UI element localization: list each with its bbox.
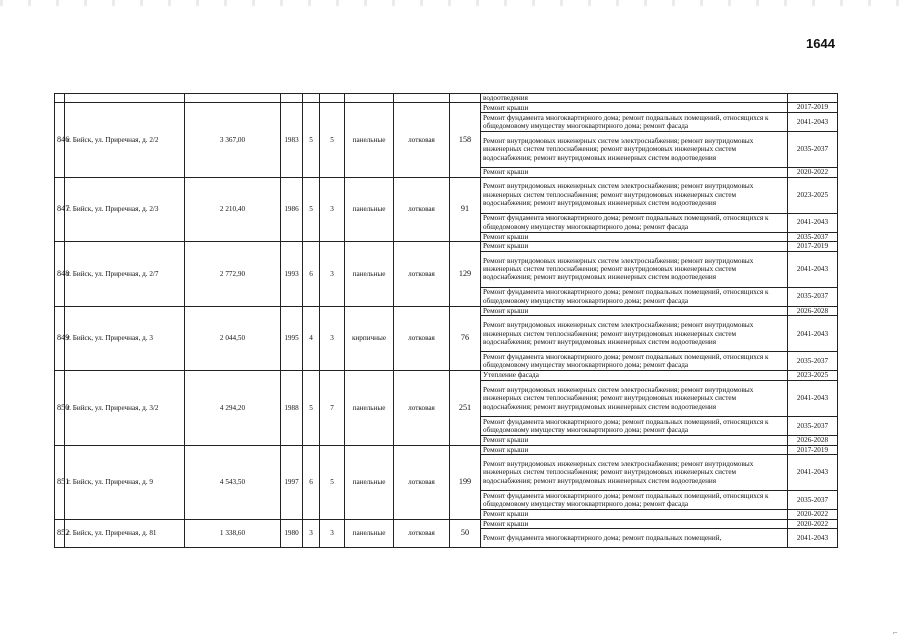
- work-period: 2041-2043: [788, 251, 838, 287]
- entry-wall-material: панельные: [345, 242, 394, 307]
- entry-floors: 3: [303, 519, 320, 548]
- entry-year: 1988: [281, 371, 303, 445]
- entry-number: 851: [55, 445, 65, 519]
- entry-residents: 91: [450, 177, 481, 242]
- work-text: Ремонт внутридомовых инженерных систем электроснабжения; ремонт внутридомовых инженерных систем теплоснабжения; ремонт внутридомовых инженерных систем водоснабжения; ремонт внутридомовых инженерных систем водоотведения: [481, 316, 788, 352]
- table-row: [55, 242, 838, 252]
- entry-address: г. Бийск, ул. Приречная, д. 9: [65, 445, 185, 519]
- work-period: 2017-2019: [788, 242, 838, 252]
- entry-area: 2 044,50: [185, 306, 281, 371]
- entry-roof-type: лотковая: [394, 242, 450, 307]
- entry-area: 4 543,50: [185, 445, 281, 519]
- entry-residents: 129: [450, 242, 481, 307]
- entry-wall-material: панельные: [345, 519, 394, 548]
- work-period: 2035-2037: [788, 232, 838, 242]
- work-period: 2035-2037: [788, 416, 838, 435]
- work-text: Ремонт фундамента многоквартирного дома; ремонт подвальных помещений, относящихся к общедомовому имуществу многоквартирного дома; ремонт фасада: [481, 491, 788, 510]
- work-text: Ремонт крыши: [481, 519, 788, 529]
- entry-address: г. Бийск, ул. Приречная, д. 2/7: [65, 242, 185, 307]
- table-row: [55, 371, 838, 381]
- entry-address: г. Бийск, ул. Приречная, д. 2/3: [65, 177, 185, 242]
- work-text: Ремонт фундамента многоквартирного дома; ремонт подвальных помещений, относящихся к общедомовому имуществу многоквартирного дома; ремонт фасада: [481, 113, 788, 132]
- entry-entrances: 3: [320, 519, 345, 548]
- work-period: 2041-2043: [788, 213, 838, 232]
- work-text: Ремонт фундамента многоквартирного дома; ремонт подвальных помещений,: [481, 529, 788, 548]
- entry-entrances: 3: [320, 242, 345, 307]
- work-period: 2035-2037: [788, 132, 838, 168]
- work-period: 2035-2037: [788, 352, 838, 371]
- work-text: водоотведения: [481, 94, 788, 103]
- entry-number: 846: [55, 103, 65, 177]
- work-text: Ремонт фундамента многоквартирного дома; ремонт подвальных помещений, относящихся к общедомовому имуществу многоквартирного дома; ремонт фасада: [481, 287, 788, 306]
- table-row: [55, 177, 838, 213]
- entry-address: г. Бийск, ул. Приречная, д. 3: [65, 306, 185, 371]
- entry-wall-material: панельные: [345, 445, 394, 519]
- entry-floors: 6: [303, 242, 320, 307]
- work-text: Ремонт крыши: [481, 103, 788, 113]
- work-period: 2041-2043: [788, 529, 838, 548]
- table-row: [55, 306, 838, 316]
- entry-year: 1986: [281, 177, 303, 242]
- entry-wall-material: панельные: [345, 103, 394, 177]
- entry-area: 3 367,00: [185, 103, 281, 177]
- entry-address: г. Бийск, ул. Приречная, д. 3/2: [65, 371, 185, 445]
- entry-residents: 158: [450, 103, 481, 177]
- entry-entrances: 5: [320, 445, 345, 519]
- entry-entrances: 5: [320, 103, 345, 177]
- entry-year: 1983: [281, 103, 303, 177]
- work-period: 2041-2043: [788, 113, 838, 132]
- entry-wall-material: панельные: [345, 371, 394, 445]
- entry-number: 852: [55, 519, 65, 548]
- work-period: 2026-2028: [788, 306, 838, 316]
- work-text: Ремонт внутридомовых инженерных систем электроснабжения; ремонт внутридомовых инженерных систем теплоснабжения; ремонт внутридомовых инженерных систем водоснабжения; ремонт внутридомовых инженерных систем водоотведения: [481, 132, 788, 168]
- table-row: [55, 519, 838, 529]
- entry-address: г. Бийск, ул. Приречная, д. 81: [65, 519, 185, 548]
- table-row: [55, 103, 838, 113]
- entry-floors: 5: [303, 177, 320, 242]
- work-period: 2023-2025: [788, 177, 838, 213]
- work-text: Утепление фасада: [481, 371, 788, 381]
- work-text: Ремонт фундамента многоквартирного дома; ремонт подвальных помещений, относящихся к общедомовому имуществу многоквартирного дома; ремонт фасада: [481, 416, 788, 435]
- entry-entrances: 3: [320, 177, 345, 242]
- entry-residents: 50: [450, 519, 481, 548]
- entry-year: 1993: [281, 242, 303, 307]
- work-period: 2017-2019: [788, 103, 838, 113]
- scan-artifact: [0, 0, 904, 6]
- work-text: Ремонт фундамента многоквартирного дома; ремонт подвальных помещений, относящихся к общедомовому имуществу многоквартирного дома; ремонт фасада: [481, 352, 788, 371]
- work-period: 2020-2022: [788, 168, 838, 178]
- work-text: Ремонт крыши: [481, 510, 788, 520]
- work-text: Ремонт крыши: [481, 435, 788, 445]
- entry-number: 849: [55, 306, 65, 371]
- entry-roof-type: лотковая: [394, 306, 450, 371]
- work-text: Ремонт фундамента многоквартирного дома; ремонт подвальных помещений, относящихся к общедомовому имуществу многоквартирного дома; ремонт фасада: [481, 213, 788, 232]
- table-row: [55, 445, 838, 455]
- work-text: Ремонт крыши: [481, 306, 788, 316]
- work-text: Ремонт крыши: [481, 445, 788, 455]
- work-text: Ремонт внутридомовых инженерных систем электроснабжения; ремонт внутридомовых инженерных систем теплоснабжения; ремонт внутридомовых инженерных систем водоснабжения; ремонт внутридомовых инженерных систем водоотведения: [481, 251, 788, 287]
- work-text: Ремонт крыши: [481, 232, 788, 242]
- entry-number: 848: [55, 242, 65, 307]
- work-text: Ремонт внутридомовых инженерных систем электроснабжения; ремонт внутридомовых инженерных систем теплоснабжения; ремонт внутридомовых инженерных систем водоснабжения; ремонт внутридомовых инженерных систем водоотведения: [481, 177, 788, 213]
- corner-mark: ⌐: [893, 628, 898, 637]
- entry-floors: 6: [303, 445, 320, 519]
- entry-entrances: 3: [320, 306, 345, 371]
- entry-roof-type: лотковая: [394, 371, 450, 445]
- work-period: 2041-2043: [788, 380, 838, 416]
- entry-roof-type: лотковая: [394, 519, 450, 548]
- entry-area: 1 338,60: [185, 519, 281, 548]
- work-period: 2023-2025: [788, 371, 838, 381]
- repair-schedule-table: [54, 93, 837, 548]
- entry-floors: 5: [303, 371, 320, 445]
- work-text: Ремонт внутридомовых инженерных систем электроснабжения; ремонт внутридомовых инженерных систем теплоснабжения; ремонт внутридомовых инженерных систем водоснабжения; ремонт внутридомовых инженерных систем водоотведения: [481, 380, 788, 416]
- work-period: 2026-2028: [788, 435, 838, 445]
- page-number: 1644: [806, 36, 835, 51]
- entry-entrances: 7: [320, 371, 345, 445]
- work-period: 2041-2043: [788, 316, 838, 352]
- entry-wall-material: панельные: [345, 177, 394, 242]
- entry-floors: 5: [303, 103, 320, 177]
- entry-residents: 76: [450, 306, 481, 371]
- entry-year: 1995: [281, 306, 303, 371]
- entry-roof-type: лотковая: [394, 103, 450, 177]
- work-period: 2017-2019: [788, 445, 838, 455]
- entry-number: 847: [55, 177, 65, 242]
- entry-year: 1997: [281, 445, 303, 519]
- work-period: 2035-2037: [788, 287, 838, 306]
- work-period: 2035-2037: [788, 491, 838, 510]
- entry-area: 2 210,40: [185, 177, 281, 242]
- entry-residents: 199: [450, 445, 481, 519]
- work-text: Ремонт крыши: [481, 168, 788, 178]
- entry-roof-type: лотковая: [394, 445, 450, 519]
- entry-floors: 4: [303, 306, 320, 371]
- work-text: Ремонт крыши: [481, 242, 788, 252]
- entry-number: 850: [55, 371, 65, 445]
- entry-area: 2 772,90: [185, 242, 281, 307]
- work-period: 2020-2022: [788, 510, 838, 520]
- table-row-continued: [55, 94, 838, 103]
- work-text: Ремонт внутридомовых инженерных систем электроснабжения; ремонт внутридомовых инженерных систем теплоснабжения; ремонт внутридомовых инженерных систем водоснабжения; ремонт внутридомовых инженерных систем водоотведения: [481, 455, 788, 491]
- entry-year: 1980: [281, 519, 303, 548]
- entry-area: 4 294,20: [185, 371, 281, 445]
- entry-residents: 251: [450, 371, 481, 445]
- work-period: 2020-2022: [788, 519, 838, 529]
- entry-address: г. Бийск, ул. Приречная, д. 2/2: [65, 103, 185, 177]
- entry-wall-material: кирпичные: [345, 306, 394, 371]
- entry-roof-type: лотковая: [394, 177, 450, 242]
- work-period: 2041-2043: [788, 455, 838, 491]
